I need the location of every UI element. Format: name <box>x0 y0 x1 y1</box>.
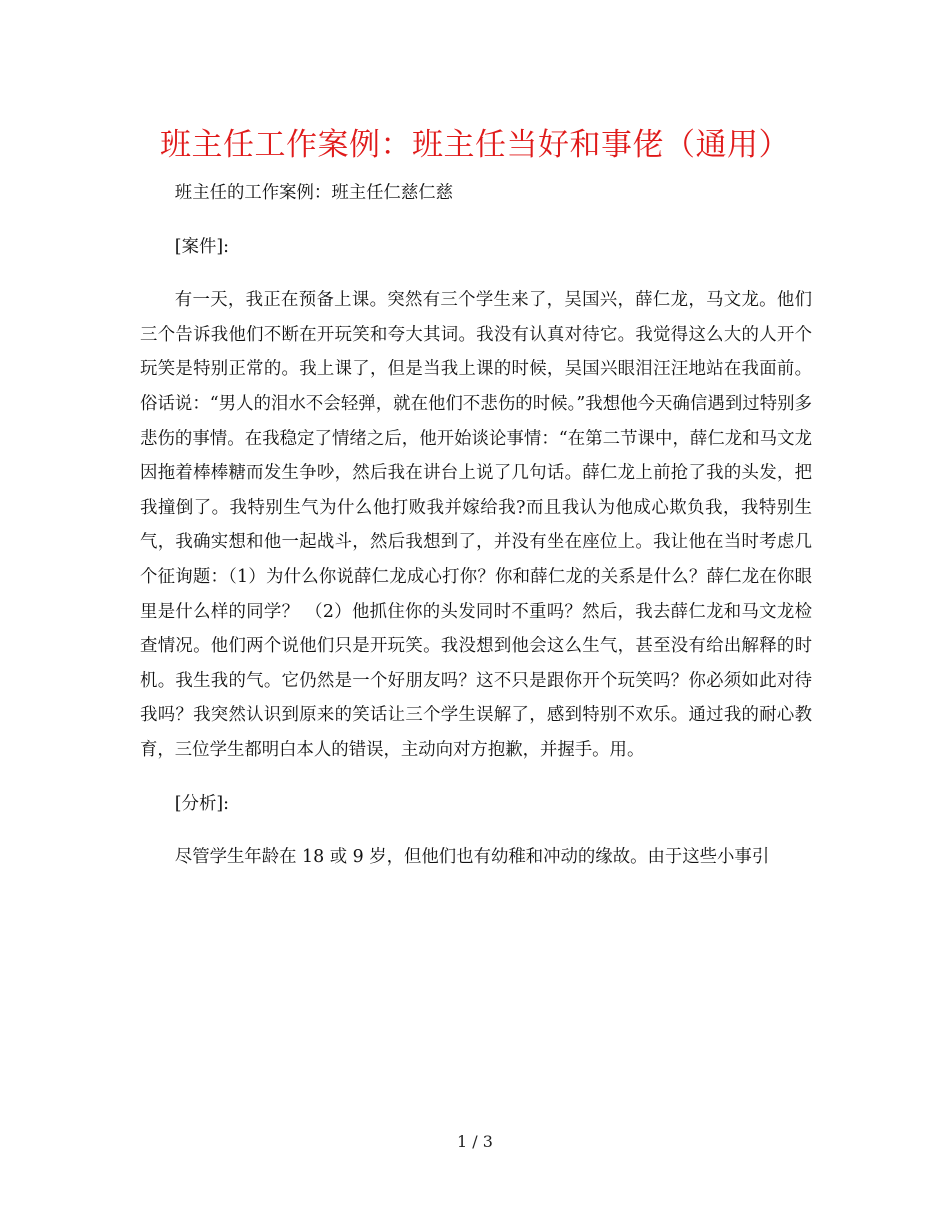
page-number: 1 / 3 <box>457 1132 493 1151</box>
document-title: 班主任工作案例：班主任当好和事佬（通用） <box>160 127 790 163</box>
analysis-heading: [分析]: <box>174 793 230 814</box>
case-body-paragraph: 有一天，我正在预备上课。突然有三个学生来了，吴国兴，薛仁龙，马文龙。他们三个告诉我他们不断在开玩笑和夸大其词。我没有认真对待它。我觉得这么大的人开个玩笑是特别正常的。我上课了，但是当我上课的时候，吴国兴眼泪汪汪地站在我面前。俗话说：“男人的泪水不会轻弹，就在他们不悲伤的时候。”我想他今天确信遇到过特别多悲伤的事情。在我稳定了情绪之后，他开始谈论事情：“在第二节课中，薛仁龙和马文龙因拖着棒棒糖而发生争吵，然后我在讲台上说了几句话。薛仁龙上前抢了我的头发，把我撞倒了。我特别生气为什么他打败我并嫁给我?而且我认为他成心欺负我，我特别生气，我确实想和他一起战斗，然后我想到了，并没有坐在座位上。我让他在当时考虑几个征询题：（1）为什么你说薛仁龙成心打你？你和薛仁龙的关系是什么？薛仁龙在你眼里是什么样的同学？ （2）他抓住你的头发同时不重吗？然后，我去薛仁龙和马文龙检查情况。他们两个说他们只是开玩笑。我没想到他会这么生气，甚至没有给出解释的时机。我生我的气。它仍然是一个好朋友吗？这不只是跟你开个玩笑吗？你必须如此对待我吗？我突然认识到原来的笑话让三个学生误解了，感到特别不欢乐。通过我的耐心教育，三位学生都明白本人的错误，主动向对方抱歉，并握手。用。 <box>140 290 812 760</box>
analysis-body-paragraph: 尽管学生年龄在 18 或 9 岁，但他们也有幼稚和冲动的缘故。由于这些小事引 <box>174 847 770 868</box>
subtitle-paragraph: 班主任的工作案例：班主任仁慈仁慈 <box>174 183 454 203</box>
case-heading: [案件]: <box>174 236 230 257</box>
document-body <box>140 176 812 894</box>
